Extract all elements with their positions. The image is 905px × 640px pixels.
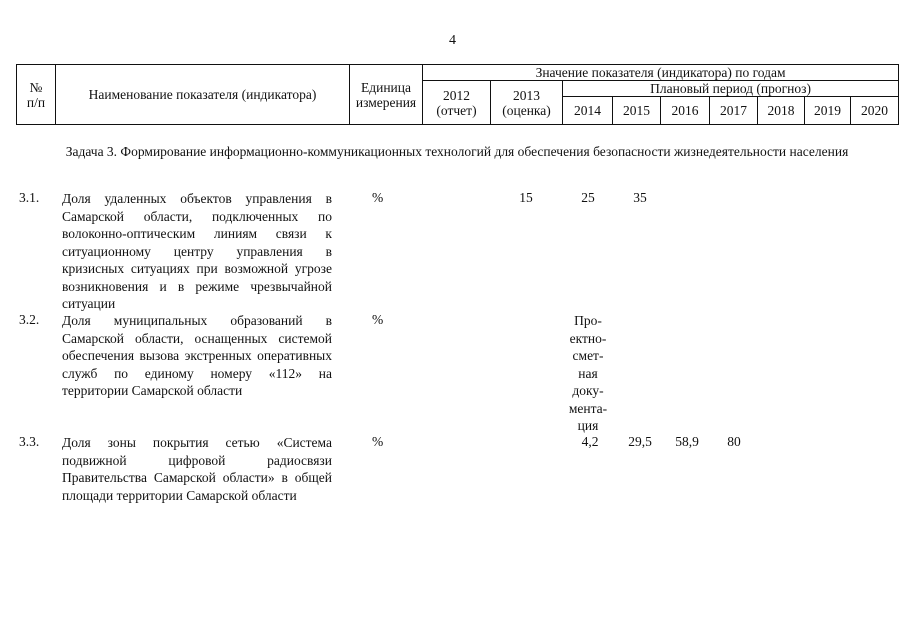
plan-period-header: Плановый период (прогноз)	[563, 81, 899, 97]
col-2016-header: 2016	[661, 97, 710, 125]
col-2020-header: 2020	[851, 97, 899, 125]
unit-cell: %	[372, 434, 384, 449]
col-num-header: № п/п	[17, 65, 56, 125]
value-2014: 25	[581, 190, 595, 205]
indicator-name: Доля зоны покрытия сетью «Система подвижной цифровой радиосвязи Правительства Самарской области» в общей площади территории Самарской области	[62, 435, 332, 503]
indicator-name: Доля муниципальных образований в Самарской области, оснащенных системой обеспечения вызова экстренных оперативных служб по единому номеру «112» на территории Самарской области	[62, 313, 332, 398]
col-2019-header: 2019	[805, 97, 851, 125]
row-number: 3.3.	[19, 434, 40, 449]
value-2014: 4,2	[581, 434, 599, 449]
values-group-header: Значение показателя (индикатора) по годам	[423, 65, 899, 81]
col-2012-header: 2012 (отчет)	[423, 81, 491, 125]
row-number: 3.2.	[19, 312, 40, 327]
col-unit-header: Единица измерения	[350, 65, 423, 125]
value-2016: 58,9	[675, 434, 699, 449]
value-2015: 29,5	[628, 434, 652, 449]
col-name-header: Наименование показателя (индикатора)	[56, 65, 350, 125]
value-2017: 80	[727, 434, 741, 449]
task-title: Задача 3. Формирование информационно-коммуникационных технологий для обеспечения безопасности жизнедеятельности населения	[65, 144, 849, 159]
col-2014-header: 2014	[563, 97, 613, 125]
col-2015-header: 2015	[613, 97, 661, 125]
value-2014: Про- ектно- смет- ная доку- мента- ция	[568, 313, 608, 433]
value-2013: 15	[519, 190, 533, 205]
unit-cell: %	[372, 312, 384, 327]
col-2013-header: 2013 (оценка)	[491, 81, 563, 125]
col-2018-header: 2018	[758, 97, 805, 125]
indicator-name: Доля удаленных объектов управления в Самарской области, подключенных по волоконно-оптическим линиям связи к ситуационному центру управления в кризисных ситуациях при возможной угрозе возникновения и в режиме чрезвычайной ситуации	[62, 191, 332, 311]
indicator-table-header	[16, 64, 899, 125]
page-number: 4	[449, 33, 456, 48]
unit-cell: %	[372, 190, 384, 205]
value-2015: 35	[633, 190, 647, 205]
col-2017-header: 2017	[710, 97, 758, 125]
row-number: 3.1.	[19, 190, 40, 205]
